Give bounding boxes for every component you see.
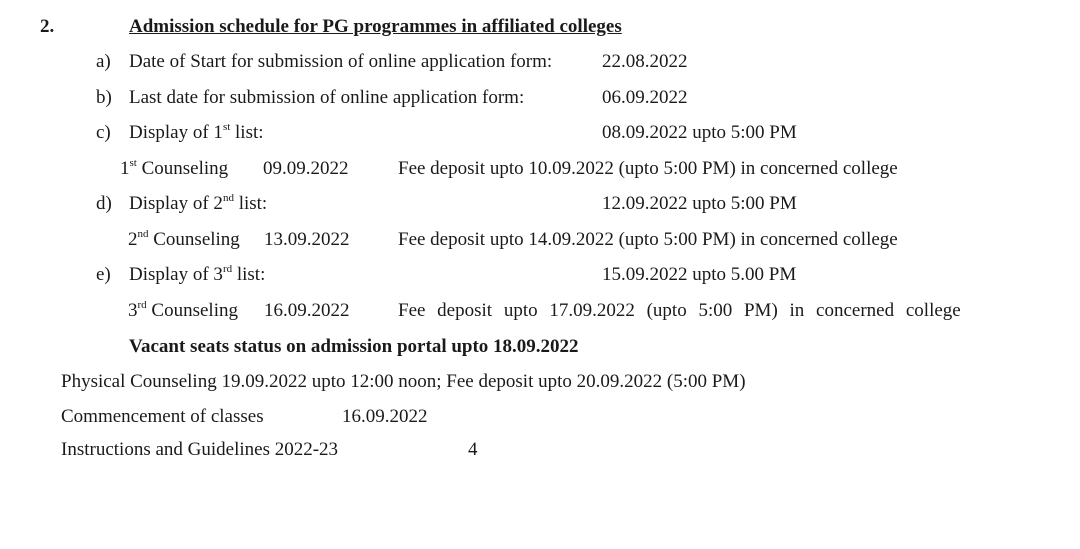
counseling-label: 3rd Counseling [128, 299, 238, 321]
item-date: 22.08.2022 [602, 51, 688, 72]
commencement-label: Commencement of classes [61, 406, 264, 427]
item-marker: a) [96, 51, 111, 72]
counseling-date: 13.09.2022 [264, 229, 350, 250]
item-date: 08.09.2022 upto 5:00 PM [602, 122, 797, 143]
counseling-date: 16.09.2022 [264, 300, 350, 321]
item-date: 12.09.2022 upto 5:00 PM [602, 193, 797, 214]
page-number: 4 [468, 439, 478, 460]
item-label: Date of Start for submission of online application form: [129, 51, 553, 72]
item-date: 06.09.2022 [602, 87, 688, 108]
counseling-date: 09.09.2022 [263, 158, 349, 179]
item-marker: e) [96, 264, 111, 285]
counseling-fee: Fee deposit upto 17.09.2022 (upto 5:00 PM) in concerned college [398, 300, 961, 321]
item-marker: d) [96, 193, 112, 214]
item-date: 15.09.2022 upto 5.00 PM [602, 264, 797, 285]
section-title: Admission schedule for PG programmes in affiliated colleges [129, 16, 622, 37]
footer-text: Instructions and Guidelines 2022-23 [61, 439, 339, 460]
item-label: Display of 1st list: [129, 121, 264, 143]
counseling-label: 1st Counseling [120, 157, 229, 179]
item-label: Last date for submission of online application form: [129, 87, 525, 108]
item-label: Display of 3rd list: [129, 263, 266, 285]
physical-counseling: Physical Counseling 19.09.2022 upto 12:00 noon; Fee deposit upto 20.09.2022 (5:00 PM) [61, 371, 746, 392]
section-number: 2. [40, 16, 55, 37]
counseling-fee: Fee deposit upto 10.09.2022 (upto 5:00 PM) in concerned college [398, 158, 898, 179]
commencement-date: 16.09.2022 [342, 406, 428, 427]
item-marker: b) [96, 87, 112, 108]
item-label: Display of 2nd list: [129, 192, 268, 214]
item-marker: c) [96, 122, 111, 143]
counseling-label: 2nd Counseling [128, 228, 240, 250]
counseling-fee: Fee deposit upto 14.09.2022 (upto 5:00 PM) in concerned college [398, 229, 898, 250]
vacant-seats-status: Vacant seats status on admission portal upto 18.09.2022 [129, 336, 579, 357]
